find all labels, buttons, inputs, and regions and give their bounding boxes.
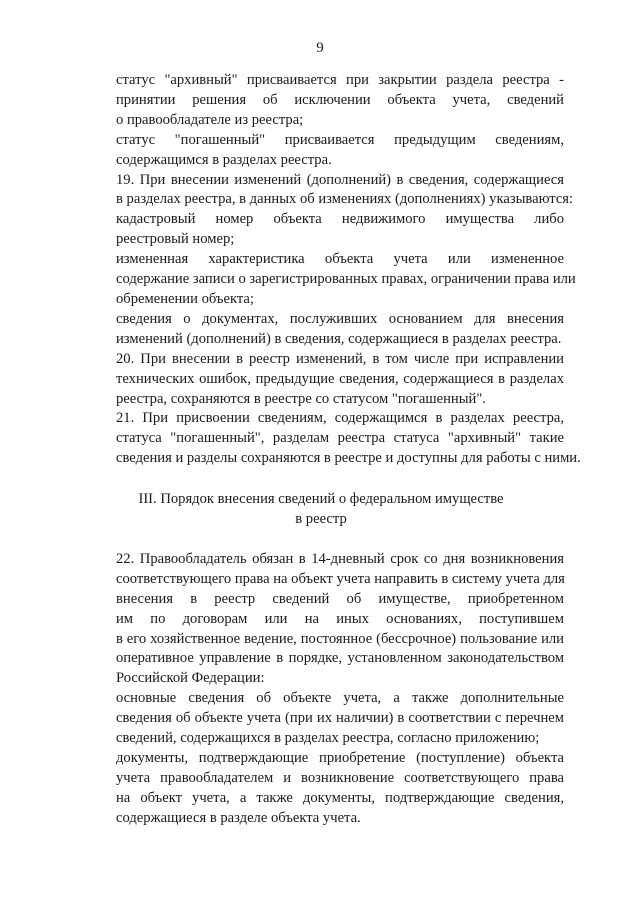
section-heading bbox=[78, 469, 564, 550]
paragraph bbox=[78, 550, 564, 689]
paragraph-line: 21. При присвоении сведениям, содержащимся в разделах реестра, bbox=[116, 410, 564, 427]
document-body bbox=[78, 71, 581, 829]
paragraph-line: им по договорам или на иных основаниях, поступившем bbox=[116, 610, 564, 627]
paragraph-line: изменений (дополнений) в сведения, содержащиеся в разделах реестра. bbox=[116, 330, 562, 347]
paragraph-line: реестра, сохраняются в реестре со статусом "погашенный". bbox=[116, 390, 486, 407]
paragraphs-after-section bbox=[78, 550, 564, 829]
paragraph bbox=[78, 689, 564, 749]
paragraph-line: 19. При внесении изменений (дополнений) в сведения, содержащиеся bbox=[116, 171, 564, 188]
paragraph-line: на объект учета, а также документы, подтверждающие сведения, bbox=[116, 789, 564, 806]
paragraphs-before-section bbox=[78, 71, 581, 469]
paragraph-line: реестровый номер; bbox=[116, 231, 235, 248]
paragraph-line: 20. При внесении в реестр изменений, в том числе при исправлении bbox=[116, 350, 564, 367]
paragraph-line: обременении объекта; bbox=[116, 290, 254, 307]
paragraph-line: статус "погашенный" присваивается предыдущим сведениям, bbox=[116, 131, 564, 148]
paragraph-line: в разделах реестра, в данных об изменениях (дополнениях) указываются: bbox=[116, 191, 574, 208]
paragraph-line: сведения о документах, послуживших основанием для внесения bbox=[116, 310, 564, 327]
paragraph bbox=[78, 350, 564, 410]
paragraph-line: принятии решения об исключении объекта учета, сведений bbox=[116, 91, 564, 108]
paragraph-line: 22. Правообладатель обязан в 14-дневный срок со дня возникновения bbox=[116, 550, 564, 567]
paragraph bbox=[78, 749, 564, 829]
paragraph-line: статус "архивный" присваивается при закрытии раздела реестра - bbox=[116, 72, 564, 88]
paragraph-line: документы, подтверждающие приобретение (поступление) объекта bbox=[116, 750, 564, 766]
paragraph-line: содержащиеся в разделе объекта учета. bbox=[116, 809, 361, 826]
paragraph bbox=[78, 250, 576, 310]
paragraph-line: в его хозяйственное ведение, постоянное (бессрочное) пользование или bbox=[116, 630, 564, 647]
paragraph-line: о правообладателе из реестра; bbox=[116, 111, 304, 128]
paragraph-line: основные сведения об объекте учета, а также дополнительные bbox=[116, 690, 564, 707]
paragraph bbox=[78, 71, 564, 131]
page-number: 9 bbox=[316, 40, 324, 56]
paragraph bbox=[78, 409, 581, 469]
paragraph-line: статуса "погашенный", разделам реестра статуса "архивный" такие bbox=[116, 430, 564, 447]
paragraph-line: Российской Федерации: bbox=[116, 670, 265, 687]
paragraph-line: содержание записи о зарегистрированных правах, ограничении права или bbox=[116, 271, 576, 288]
paragraph bbox=[78, 310, 564, 350]
paragraph-line: соответствующего права на объект учета направить в систему учета для bbox=[116, 570, 565, 587]
paragraph-line: технических ошибок, предыдущие сведения, содержащиеся в разделах bbox=[116, 370, 564, 387]
paragraph bbox=[78, 210, 564, 250]
section-heading-line-2: в реестр bbox=[295, 511, 347, 528]
paragraph-line: содержащимся в разделах реестра. bbox=[116, 151, 332, 168]
paragraph-line: измененная характеристика объекта учета или измененное bbox=[116, 251, 564, 268]
paragraph-line: кадастровый номер объекта недвижимого имущества либо bbox=[116, 211, 564, 228]
paragraph-line: учета правообладателем и возникновение соответствующего права bbox=[116, 769, 564, 786]
section-heading-line-1: III. Порядок внесения сведений о федеральном имуществе bbox=[138, 491, 504, 508]
paragraph-line: сведений, содержащихся в разделах реестра, согласно приложению; bbox=[116, 730, 540, 747]
paragraph bbox=[78, 171, 574, 211]
paragraph bbox=[78, 131, 564, 171]
paragraph-line: внесения в реестр сведений об имуществе, приобретенном bbox=[116, 590, 564, 607]
paragraph-line: сведения и разделы сохраняются в реестре и доступны для работы с ними. bbox=[116, 450, 581, 467]
paragraph-line: оперативное управление в порядке, установленном законодательством bbox=[116, 650, 564, 667]
paragraph-line: сведения об объекте учета (при их наличии) в соответствии с перечнем bbox=[116, 710, 564, 727]
